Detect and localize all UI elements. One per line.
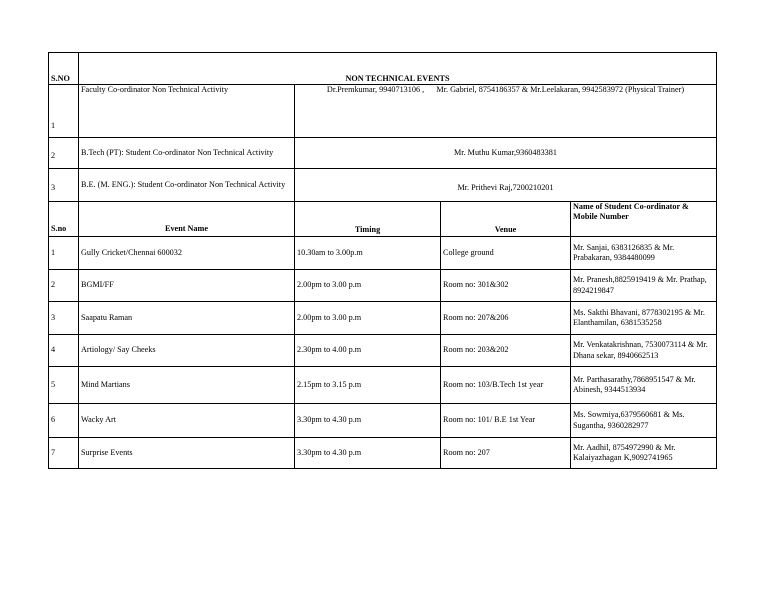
event-venue: Room no: 301&302 [441, 270, 571, 302]
event-venue: Room no: 207 [441, 438, 571, 469]
coordinator-contact [295, 85, 717, 138]
event-column-header: Event Name [79, 202, 295, 237]
event-sno: 7 [49, 438, 79, 469]
non-technical-events-table [48, 52, 717, 469]
event-timing: 2.30pm to 4.00 p.m [295, 335, 441, 367]
event-sno: 3 [49, 302, 79, 335]
event-timing: 10.30am to 3.00p.m [295, 237, 441, 270]
event-timing: 2.00pm to 3.00 p.m [295, 302, 441, 335]
event-name: Saapatu Raman [79, 302, 295, 335]
event-timing: 2.15pm to 3.15 p.m [295, 367, 441, 404]
event-coordinator: Mr. Sanjai, 6383126835 & Mr. Prabakaran, 9384480099 [571, 237, 717, 270]
column-header-row [49, 202, 717, 237]
event-name: Gully Cricket/Chennai 600032 [79, 237, 295, 270]
event-row [49, 302, 717, 335]
event-row [49, 237, 717, 270]
event-coordinator: Mr. Aadhil, 8754972990 & Mr. Kalaiyazhagan K,9092741965 [571, 438, 717, 469]
event-row [49, 270, 717, 302]
event-sno: 5 [49, 367, 79, 404]
event-sno: 6 [49, 404, 79, 438]
coordinator-row [49, 169, 717, 202]
event-venue: Room no: 103/B.Tech 1st year [441, 367, 571, 404]
event-timing: 2.00pm to 3.00 p.m [295, 270, 441, 302]
coordinator-contact [295, 138, 717, 169]
event-row [49, 335, 717, 367]
coordinator-column-header: Name of Student Co-ordinator & Mobile Number [571, 202, 717, 237]
timing-column-header: Timing [295, 202, 441, 237]
event-name: Wacky Art [79, 404, 295, 438]
coordinator-contact [295, 169, 717, 202]
event-sno: 4 [49, 335, 79, 367]
event-timing: 3.30pm to 4.30 p.m [295, 404, 441, 438]
coordinator-number: 1 [49, 85, 79, 138]
event-venue: Room no: 207&206 [441, 302, 571, 335]
sno-column-header: S.no [49, 202, 79, 237]
coordinator-number: 2 [49, 138, 79, 169]
event-name: Mind Martians [79, 367, 295, 404]
event-timing: 3.30pm to 4.30 p.m [295, 438, 441, 469]
event-name: Surprise Events [79, 438, 295, 469]
event-name: BGMI/FF [79, 270, 295, 302]
faculty-coordinator-contact: Dr.Premkumar, 9940713106 , Mr. Gabriel, 8754186357 & Mr.Leelakaran, 9942583972 (Physical Trainer) [326, 85, 685, 94]
be-coordinator-contact: Mr. Prithevi Raj,7200210201 [457, 182, 554, 192]
event-venue: Room no: 203&202 [441, 335, 571, 367]
event-coordinator: Ms. Sowmiya,6379560681 & Ms. Sugantha, 9360282977 [571, 404, 717, 438]
event-row [49, 438, 717, 469]
event-name: Artiology/ Say Cheeks [79, 335, 295, 367]
event-sno: 2 [49, 270, 79, 302]
event-coordinator: Mr. Venkatakrishnan, 7530073114 & Mr. Dhana sekar, 8940662513 [571, 335, 717, 367]
event-row [49, 404, 717, 438]
event-venue: Room no: 101/ B.E 1st Year [441, 404, 571, 438]
coordinator-number: 3 [49, 169, 79, 202]
coordinator-row [49, 85, 717, 138]
event-row [49, 367, 717, 404]
event-coordinator: Ms. Sakthi Bhavani, 8778302195 & Mr. Elanthamilan, 6381535258 [571, 302, 717, 335]
coordinator-row [49, 138, 717, 169]
venue-column-header: Venue [441, 202, 571, 237]
coordinator-role: B.Tech (PT): Student Co-ordinator Non Technical Activity [79, 138, 295, 169]
event-sno: 1 [49, 237, 79, 270]
event-venue: College ground [441, 237, 571, 270]
sno-header: S.NO [49, 53, 79, 85]
coordinator-role: Faculty Co-ordinator Non Technical Activity [79, 85, 295, 138]
btech-coordinator-contact: Mr. Muthu Kumar,9360483381 [454, 147, 557, 157]
event-coordinator: Mr. Parthasarathy,7868951547 & Mr. Abinesh, 9344513934 [571, 367, 717, 404]
event-coordinator: Mr. Pranesh,8825919419 & Mr. Prathap, 8924219847 [571, 270, 717, 302]
title-row [49, 53, 717, 85]
page-title: NON TECHNICAL EVENTS [79, 53, 717, 85]
coordinator-role: B.E. (M. ENG.): Student Co-ordinator Non Technical Activity [79, 169, 295, 202]
